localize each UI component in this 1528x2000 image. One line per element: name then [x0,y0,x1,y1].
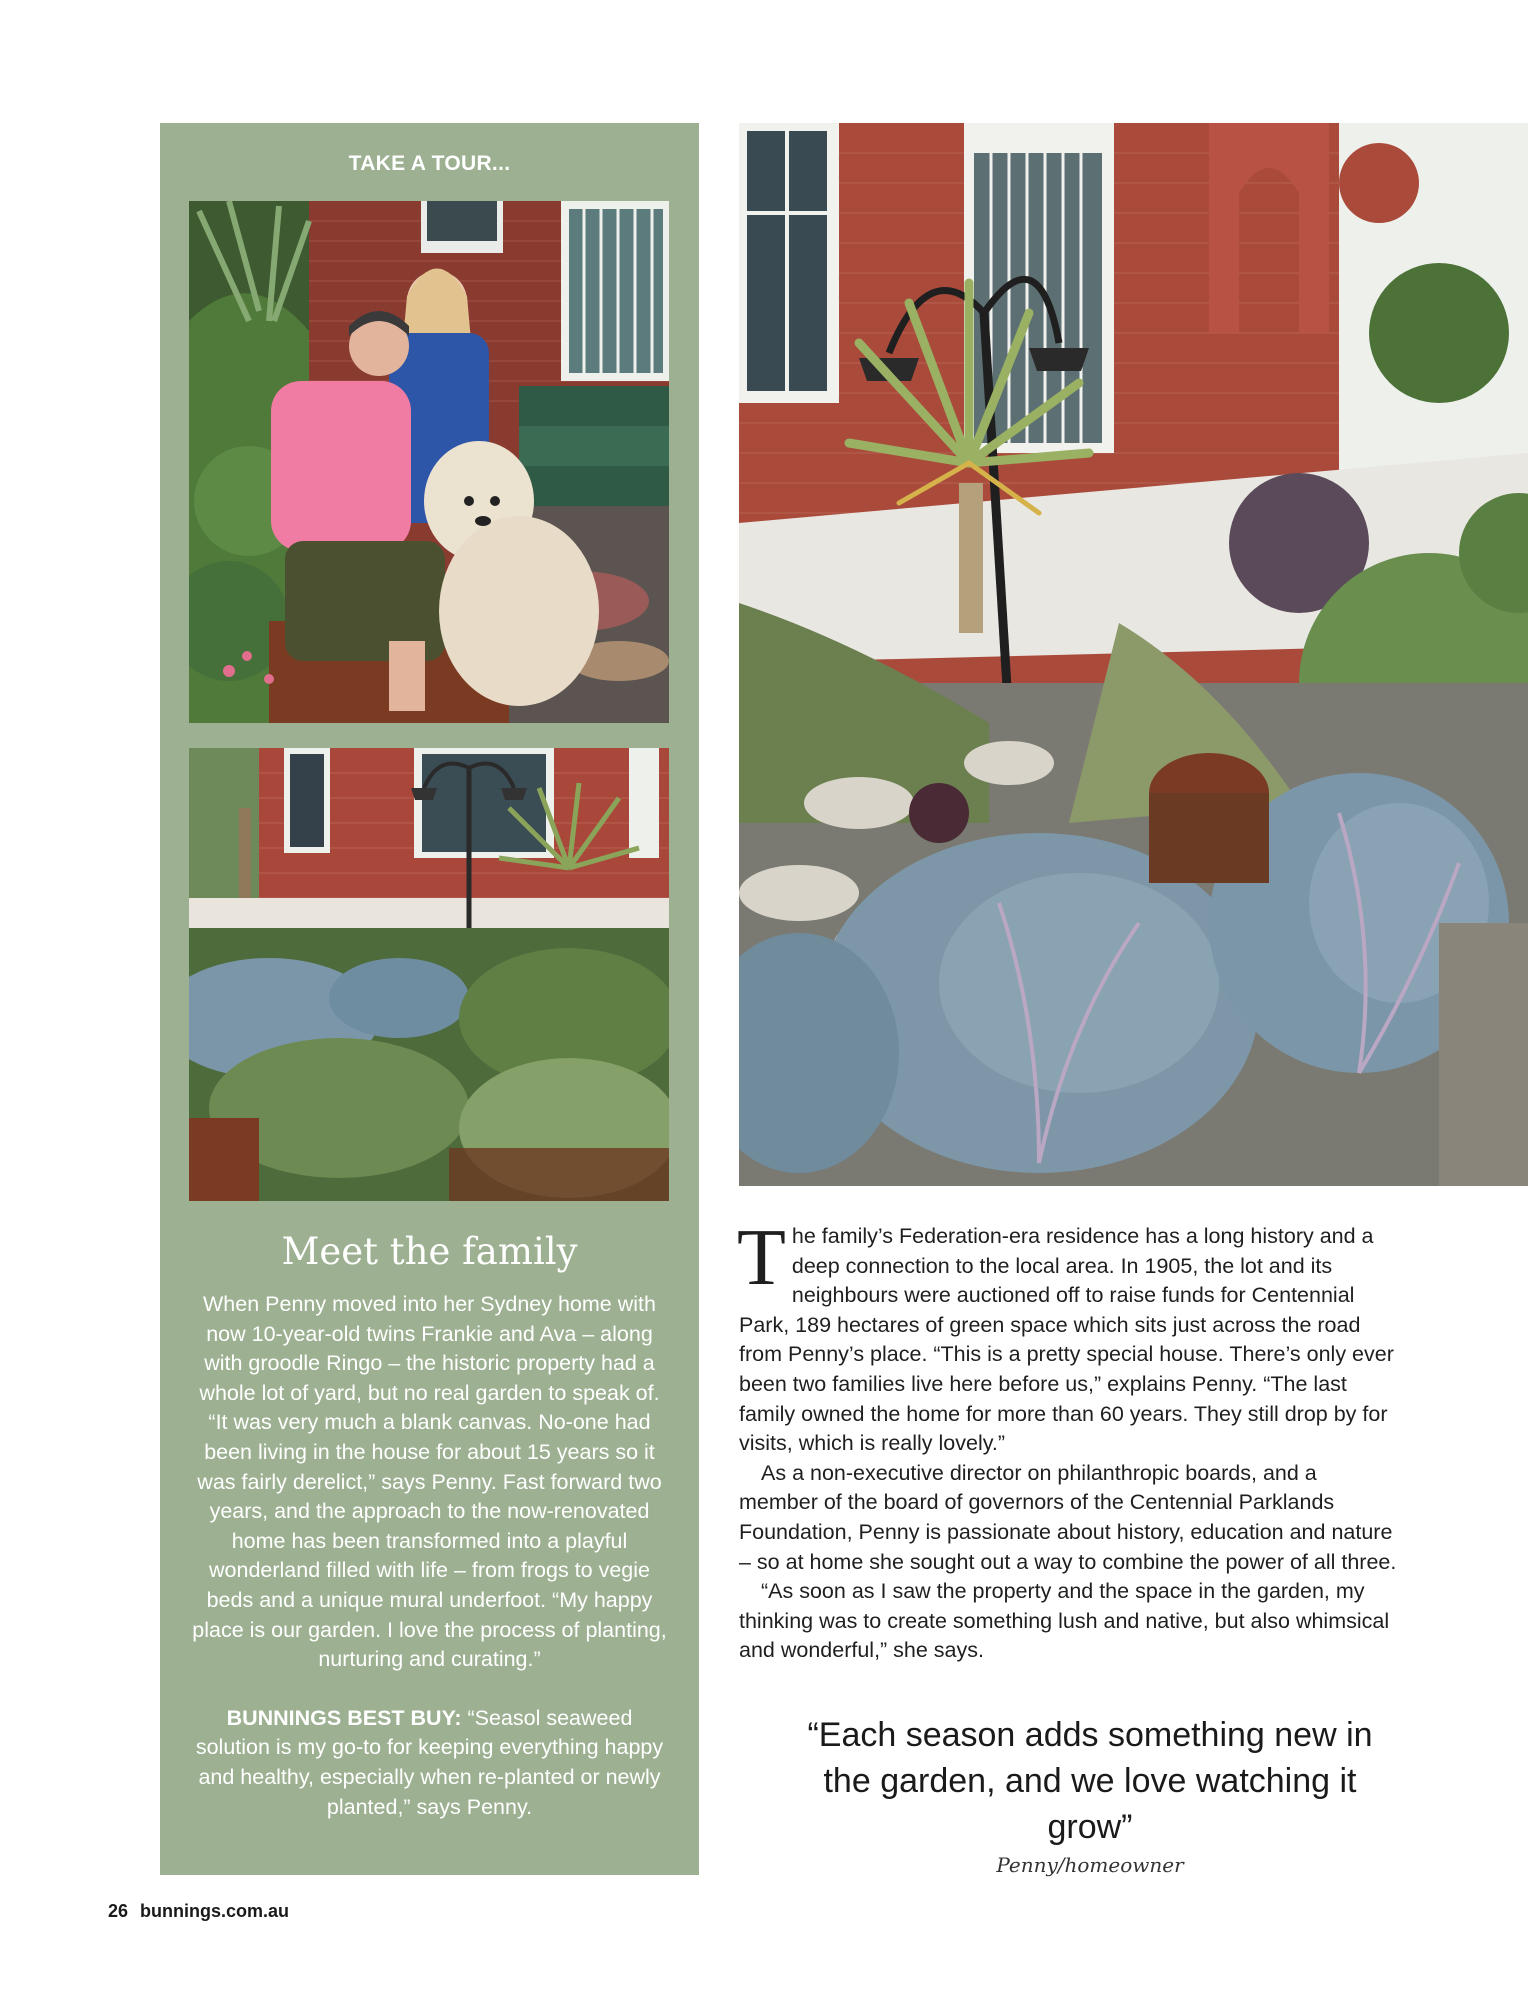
article-paragraph-2: As a non-executive director on philanthropic boards, and a member of the board of governors of the Centennial Parklands Foundation, Penny is passionate about history, education and nature – so at home she sought out a way to combine the power of all three. [739,1460,1397,1574]
front-garden-photo [189,748,669,1201]
drop-cap: T [737,1214,786,1302]
garden-hero-photo [739,123,1528,1186]
family-photo [189,201,669,723]
take-a-tour-sidebar [160,123,699,1875]
tour-heading: TAKE A TOUR... [348,152,511,175]
page-footer [108,1901,301,1922]
best-buy-label: BUNNINGS BEST BUY: [226,1705,462,1730]
article-body [737,1214,1399,1666]
pull-quote-attribution: Penny/homeowner [996,1853,1184,1877]
page-number: 26 [108,1901,129,1921]
family-paragraph: When Penny moved into her Sydney home with now 10-year-old twins Frankie and Ava – along with groodle Ringo – the historic property had a whole lot of yard, but no real garden to speak of. “It was very much a blank canvas. No-one had been living in the house for about 15 years so it was fairly derelict,” says Penny. Fast forward two years, and the approach to the now-renovated home has been transformed into a playful wonderland filled with life – from frogs to vegie beds and a unique mural underfoot. “My happy place is our garden. I love the process of planting, nurturing and curating.” [192,1292,667,1672]
article-paragraph-1-text: he family’s Federation-era residence has a long history and a deep connection to the local area. In 1905, the lot and its neighbours were auctioned off to raise funds for Centennial Park, 189 hectares of green space which sits just across the road from Penny’s place. “This is a pretty special house. There’s only ever been two families live here before us,” explains Penny. “The last family owned the home for more than 60 years. They still drop by for visits, which is really lovely.” [739,1224,1394,1456]
footer-site-link[interactable]: bunnings.com.au [140,1901,290,1921]
meet-the-family-text [188,1290,671,1822]
best-buy-text: “Seasol seaweed solution is my go-to for keeping everything happy and healthy, especially when re-planted or newly planted,” says Penny. [195,1705,664,1819]
meet-the-family-title: Meet the family [281,1230,578,1273]
article-paragraph-1 [737,1214,1399,1459]
article-paragraph-3: “As soon as I saw the property and the space in the garden, my thinking was to create something lush and native, but also whimsical and wonderful,” she says. [739,1579,1390,1663]
pull-quote: “Each season adds something new in the garden, and we love watching it grow” [807,1716,1373,1846]
best-buy-paragraph [188,1704,671,1822]
